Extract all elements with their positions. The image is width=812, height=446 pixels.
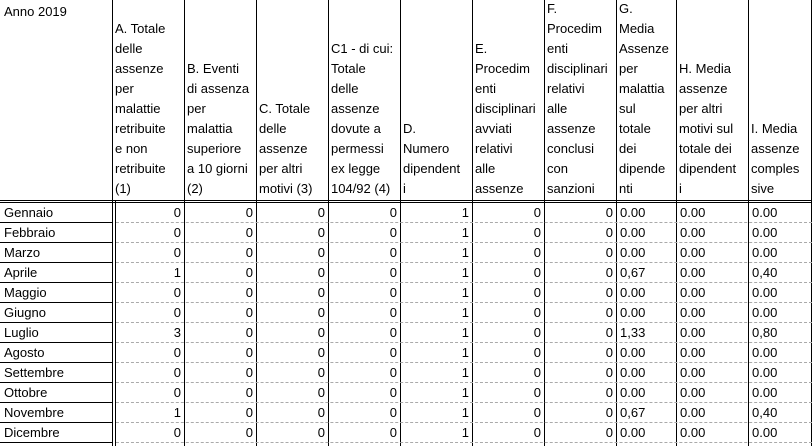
month-cell[interactable]: Settembre — [4, 365, 64, 380]
month-cell[interactable]: Gennaio — [4, 205, 54, 220]
table-row — [0, 303, 812, 323]
value-cell-d[interactable]: 1 — [461, 425, 469, 440]
value-cell-i[interactable]: 0,80 — [752, 325, 778, 340]
value-cell-h[interactable]: 0.00 — [680, 305, 706, 320]
value-cell-f[interactable]: 0 — [605, 265, 613, 280]
value-cell-c[interactable]: 0 — [317, 245, 325, 260]
column-header-text: H. Media assenze per altri motivi sul totale dei dipendent i — [679, 61, 737, 196]
value-cell-a[interactable]: 0 — [173, 205, 181, 220]
value-cell-e[interactable]: 0 — [533, 225, 541, 240]
value-cell-c1[interactable]: 0 — [389, 405, 397, 420]
value-cell-c[interactable]: 0 — [317, 365, 325, 380]
value-cell-c1[interactable]: 0 — [389, 285, 397, 300]
value-cell-e[interactable]: 0 — [533, 345, 541, 360]
value-cell-c1[interactable]: 0 — [389, 245, 397, 260]
month-cell[interactable]: Luglio — [4, 325, 39, 340]
value-cell-c[interactable]: 0 — [317, 405, 325, 420]
value-cell-e[interactable]: 0 — [533, 285, 541, 300]
value-cell-g[interactable]: 0.00 — [620, 425, 646, 440]
value-cell-f[interactable]: 0 — [605, 425, 613, 440]
value-cell-f[interactable]: 0 — [605, 325, 613, 340]
column-header-e — [473, 0, 545, 201]
column-header-h — [677, 0, 749, 201]
value-cell-d[interactable]: 1 — [461, 405, 469, 420]
column-header-a — [113, 0, 185, 201]
value-cell-e[interactable]: 0 — [533, 405, 541, 420]
value-cell-c[interactable]: 0 — [317, 345, 325, 360]
month-cell[interactable]: Giugno — [4, 305, 46, 320]
header-border — [0, 200, 812, 201]
value-cell-c[interactable]: 0 — [317, 285, 325, 300]
value-cell-e[interactable]: 0 — [533, 205, 541, 220]
value-cell-h[interactable]: 0.00 — [680, 385, 706, 400]
column-header-c1 — [329, 0, 401, 201]
value-cell-f[interactable]: 0 — [605, 305, 613, 320]
value-cell-d[interactable]: 1 — [461, 345, 469, 360]
value-cell-b[interactable]: 0 — [245, 405, 253, 420]
column-header-text: C1 - di cui: Totale delle assenze dovute a permessi ex legge 104/92 (4) — [331, 41, 394, 196]
value-cell-e[interactable]: 0 — [533, 305, 541, 320]
row-divider-dashed — [116, 442, 812, 443]
table-row — [0, 323, 812, 343]
value-cell-g[interactable]: 0.00 — [620, 365, 646, 380]
value-cell-c[interactable]: 0 — [317, 305, 325, 320]
value-cell-c1[interactable]: 0 — [389, 305, 397, 320]
value-cell-g[interactable]: 0.00 — [620, 305, 646, 320]
value-cell-i[interactable]: 0,40 — [752, 265, 778, 280]
value-cell-c[interactable]: 0 — [317, 325, 325, 340]
value-cell-c[interactable]: 0 — [317, 385, 325, 400]
value-cell-d[interactable]: 1 — [461, 365, 469, 380]
value-cell-h[interactable]: 0.00 — [680, 425, 706, 440]
value-cell-d[interactable]: 1 — [461, 385, 469, 400]
value-cell-b[interactable]: 0 — [245, 305, 253, 320]
value-cell-g[interactable]: 0.00 — [620, 205, 646, 220]
column-header-c — [257, 0, 329, 201]
value-cell-a[interactable]: 0 — [173, 345, 181, 360]
column-header-text: F. Procedim enti disciplinari relativi alle assenze conclusi con sanzioni — [547, 1, 608, 196]
value-cell-c1[interactable]: 0 — [389, 365, 397, 380]
value-cell-i[interactable]: 0.00 — [752, 245, 778, 260]
table-row — [0, 403, 812, 423]
value-cell-g[interactable]: 0,67 — [620, 405, 646, 420]
value-cell-i[interactable]: 0.00 — [752, 205, 778, 220]
value-cell-a[interactable]: 1 — [173, 265, 181, 280]
value-cell-i[interactable]: 0,40 — [752, 405, 778, 420]
value-cell-i[interactable]: 0.00 — [752, 225, 778, 240]
month-cell[interactable]: Novembre — [4, 405, 64, 420]
value-cell-b[interactable]: 0 — [245, 325, 253, 340]
value-cell-g[interactable]: 1,33 — [620, 325, 646, 340]
value-cell-b[interactable]: 0 — [245, 285, 253, 300]
value-cell-c1[interactable]: 0 — [389, 385, 397, 400]
value-cell-h[interactable]: 0.00 — [680, 265, 706, 280]
value-cell-a[interactable]: 3 — [173, 325, 181, 340]
column-header-text: A. Totale delle assenze per malattie retribuite e non retribuite (1) — [115, 21, 166, 196]
value-cell-f[interactable]: 0 — [605, 405, 613, 420]
value-cell-b[interactable]: 0 — [245, 385, 253, 400]
value-cell-b[interactable]: 0 — [245, 425, 253, 440]
column-header-d — [401, 0, 473, 201]
value-cell-h[interactable]: 0.00 — [680, 365, 706, 380]
value-cell-c[interactable]: 0 — [317, 425, 325, 440]
column-header-text: G. Media Assenze per malattia sul totale dei dipende nti — [619, 1, 669, 196]
month-cell[interactable]: Ottobre — [4, 385, 48, 400]
value-cell-a[interactable]: 1 — [173, 405, 181, 420]
value-cell-d[interactable]: 1 — [461, 265, 469, 280]
table-row — [0, 363, 812, 383]
month-cell[interactable]: Marzo — [4, 245, 41, 260]
value-cell-e[interactable]: 0 — [533, 365, 541, 380]
value-cell-d[interactable]: 1 — [461, 205, 469, 220]
value-cell-a[interactable]: 0 — [173, 365, 181, 380]
value-cell-e[interactable]: 0 — [533, 325, 541, 340]
value-cell-g[interactable]: 0.00 — [620, 225, 646, 240]
value-cell-b[interactable]: 0 — [245, 365, 253, 380]
column-header-text: D. Numero dipendent i — [403, 121, 461, 196]
value-cell-b[interactable]: 0 — [245, 205, 253, 220]
value-cell-c[interactable]: 0 — [317, 205, 325, 220]
value-cell-d[interactable]: 1 — [461, 285, 469, 300]
table-row — [0, 343, 812, 363]
column-header-text: B. Eventi di assenza per malattia superiore a 10 giorni (2) — [187, 61, 250, 196]
value-cell-c1[interactable]: 0 — [389, 425, 397, 440]
value-cell-a[interactable]: 0 — [173, 425, 181, 440]
value-cell-e[interactable]: 0 — [533, 245, 541, 260]
column-header-i — [749, 0, 812, 201]
value-cell-g[interactable]: 0.00 — [620, 385, 646, 400]
table-row — [0, 243, 812, 263]
value-cell-c1[interactable]: 0 — [389, 325, 397, 340]
value-cell-b[interactable]: 0 — [245, 265, 253, 280]
value-cell-a[interactable]: 0 — [173, 245, 181, 260]
value-cell-f[interactable]: 0 — [605, 205, 613, 220]
value-cell-e[interactable]: 0 — [533, 425, 541, 440]
column-header-text: I. Media assenze comples sive — [751, 121, 800, 196]
year-label: Anno 2019 — [4, 4, 67, 19]
value-cell-g[interactable]: 0,67 — [620, 265, 646, 280]
month-cell[interactable]: Dicembre — [4, 425, 60, 440]
table-row — [0, 203, 812, 223]
value-cell-f[interactable]: 0 — [605, 225, 613, 240]
value-cell-h[interactable]: 0.00 — [680, 285, 706, 300]
value-cell-f[interactable]: 0 — [605, 245, 613, 260]
value-cell-h[interactable]: 0.00 — [680, 325, 706, 340]
table-row — [0, 223, 812, 243]
value-cell-b[interactable]: 0 — [245, 245, 253, 260]
column-header-text: E. Procedim enti disciplinari avviati relativi alle assenze — [475, 41, 536, 196]
value-cell-c1[interactable]: 0 — [389, 225, 397, 240]
column-header-f — [545, 0, 617, 201]
column-header-b — [185, 0, 257, 201]
value-cell-h[interactable]: 0.00 — [680, 205, 706, 220]
value-cell-a[interactable]: 0 — [173, 305, 181, 320]
table-row — [0, 383, 812, 403]
table-row — [0, 283, 812, 303]
value-cell-d[interactable]: 1 — [461, 245, 469, 260]
value-cell-e[interactable]: 0 — [533, 265, 541, 280]
value-cell-h[interactable]: 0.00 — [680, 345, 706, 360]
month-cell[interactable]: Maggio — [4, 285, 47, 300]
row-divider — [0, 442, 112, 443]
value-cell-g[interactable]: 0.00 — [620, 345, 646, 360]
value-cell-f[interactable]: 0 — [605, 285, 613, 300]
value-cell-d[interactable]: 1 — [461, 225, 469, 240]
value-cell-i[interactable]: 0.00 — [752, 345, 778, 360]
value-cell-e[interactable]: 0 — [533, 385, 541, 400]
value-cell-d[interactable]: 1 — [461, 305, 469, 320]
value-cell-h[interactable]: 0.00 — [680, 245, 706, 260]
value-cell-d[interactable]: 1 — [461, 325, 469, 340]
value-cell-i[interactable]: 0.00 — [752, 385, 778, 400]
value-cell-c1[interactable]: 0 — [389, 345, 397, 360]
value-cell-a[interactable]: 0 — [173, 225, 181, 240]
value-cell-f[interactable]: 0 — [605, 385, 613, 400]
table-row — [0, 423, 812, 443]
value-cell-a[interactable]: 0 — [173, 285, 181, 300]
month-cell[interactable]: Aprile — [4, 265, 38, 280]
value-cell-h[interactable]: 0.00 — [680, 225, 706, 240]
value-cell-f[interactable]: 0 — [605, 345, 613, 360]
value-cell-g[interactable]: 0.00 — [620, 285, 646, 300]
month-cell[interactable]: Febbraio — [4, 225, 56, 240]
value-cell-i[interactable]: 0.00 — [752, 285, 778, 300]
value-cell-c[interactable]: 0 — [317, 265, 325, 280]
column-header-text: C. Totale delle assenze per altri motivi (3) — [259, 101, 313, 196]
value-cell-i[interactable]: 0.00 — [752, 365, 778, 380]
value-cell-a[interactable]: 0 — [173, 385, 181, 400]
value-cell-c1[interactable]: 0 — [389, 205, 397, 220]
value-cell-c[interactable]: 0 — [317, 225, 325, 240]
value-cell-i[interactable]: 0.00 — [752, 305, 778, 320]
value-cell-h[interactable]: 0.00 — [680, 405, 706, 420]
month-cell[interactable]: Agosto — [4, 345, 45, 360]
value-cell-i[interactable]: 0.00 — [752, 425, 778, 440]
value-cell-f[interactable]: 0 — [605, 365, 613, 380]
value-cell-g[interactable]: 0.00 — [620, 245, 646, 260]
corner-header — [0, 0, 112, 201]
column-header-g — [617, 0, 677, 201]
value-cell-b[interactable]: 0 — [245, 225, 253, 240]
value-cell-c1[interactable]: 0 — [389, 265, 397, 280]
value-cell-b[interactable]: 0 — [245, 345, 253, 360]
table-row — [0, 263, 812, 283]
